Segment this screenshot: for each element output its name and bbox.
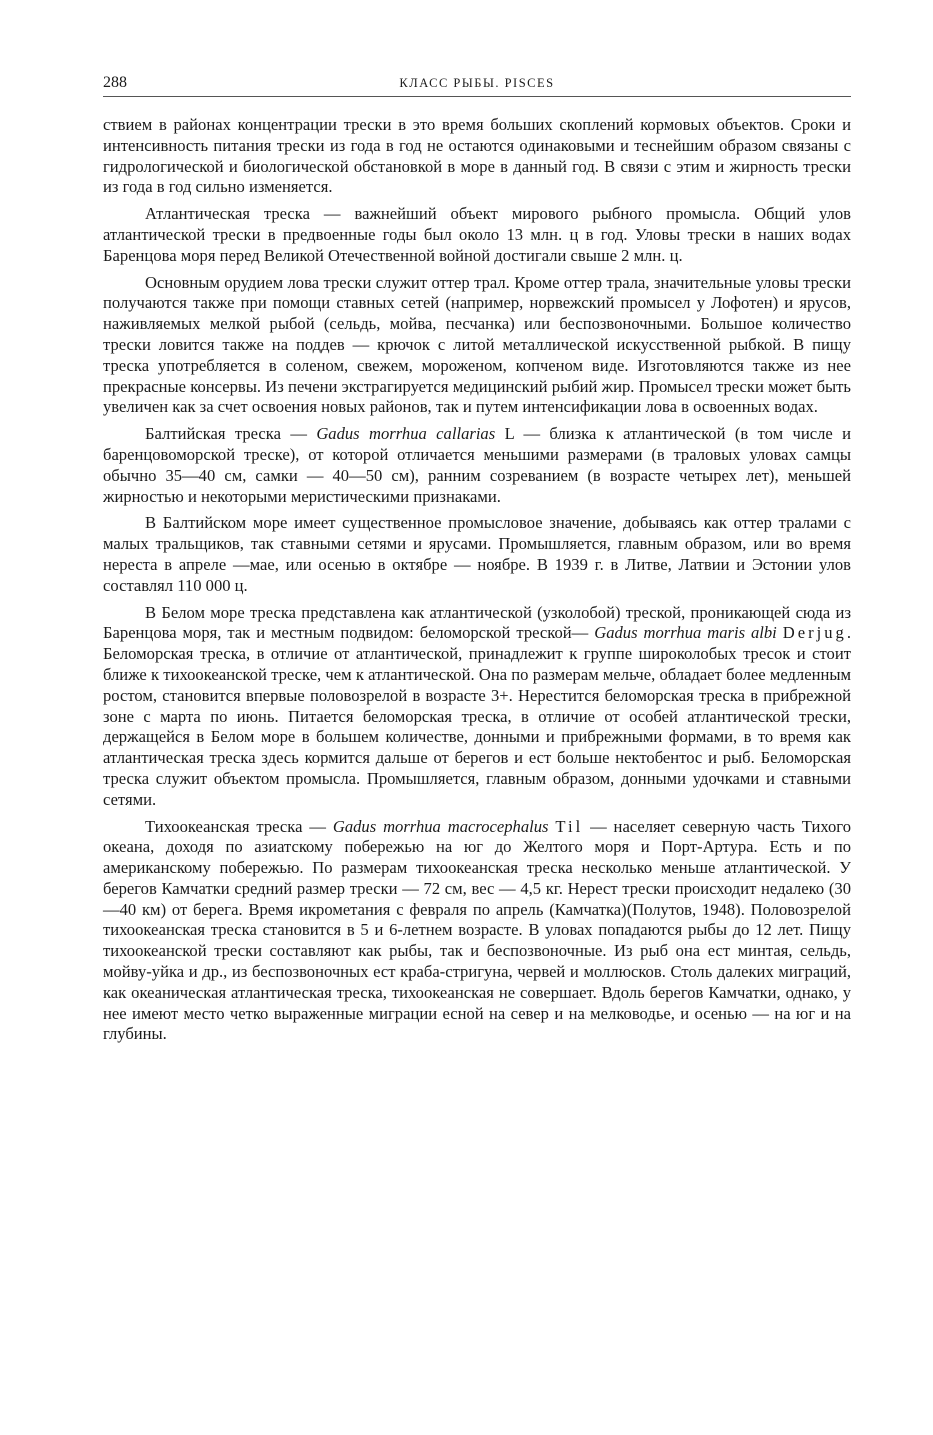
species-name-baltic: Gadus morrhua callarias: [316, 424, 496, 444]
paragraph-white-sea-cod: [103, 603, 851, 811]
species-name-pacific: Gadus morrhua macrocephalus: [332, 816, 549, 836]
paragraph-baltic-fishery: В Балтийском море имеет существенное промысловое значение, добываясь как оттер тралами с малых тральщиков, так ставными сетями и ярусами. Промышляется, главным образом, или во время нереста в апреле —мае, или осенью в октябре — ноябре. В 1939 г. в Литве, Латвии и Эстонии улов составлял 110 000 ц.: [103, 513, 851, 595]
page-number: 288: [103, 74, 127, 91]
paragraph-pacific-cod: [103, 817, 851, 1046]
author-name-til: Til: [555, 816, 584, 836]
paragraph-fishing-gear: Основным орудием лова трески служит оттер трал. Кроме оттер трала, значительные уловы трески получаются также при помощи ставных сетей (например, норвежский промысел у Лофотен) и ярусов, наживляемых мелкой рыбой (сельдь, мойва, песчанка) или беспозвоночными. Большое количество трески ловится также на поддев — крючок с литой металлической искусственной рыбкой. В пищу треска употребляется в соленом, свежем, мороженом, копченом виде. Изготовляются также из нее прекрасные консервы. Из печени экстрагируется медицинский рыбий жир. Промысел трески может быть увеличен как за счет освоения новых районов, так и путем интенсификации лова в освоенных водах.: [103, 272, 851, 417]
white-sea-text: . Беломорская треска, в отличие от атлантической, принадлежит к группе широколобых тресок и стоит ближе к тихоокеанской треске, чем к атлантической. Она по размерам мельче, обладает более медленным ростом, становится впервые половозрелой в возрасте 3+. Нерестится беломорская треска в прибрежной зоне с марта по июнь. Питается беломорская треска, в отличие от особей атлантической трески, держащейся в Белом море в большем количестве, донными и прибрежными формами, в то время как атлантическая треска здесь кормится дальше от берегов и ест больше нектобентос и рыб. Беломорская треска служит объектом промысла. Промышляется, главным образом, донными удочками и ставными сетями.: [103, 623, 851, 809]
paragraph-atlantic-cod: Атлантическая треска — важнейший объект мирового рыбного промысла. Общий улов атлантической трески в предвоенные годы был около 13 млн. ц в год. Уловы трески в наших водах Баренцова моря перед Великой Отечественной войной достигали свыше 2 млн. ц.: [103, 204, 851, 265]
body-text: [103, 115, 851, 1051]
white-sea-intro: В Белом море треска представлена как атлантической (узколобой) треской, проникающей сюда из Баренцова моря, так и местным подвидом: беломорской треской—: [103, 602, 851, 643]
pacific-intro: Тихоокеанская треска —: [145, 816, 333, 836]
paragraph-baltic-cod: [103, 424, 851, 507]
running-title: КЛАСС РЫБЫ. PISCES: [399, 76, 555, 90]
baltic-intro: Балтийская треска —: [145, 424, 317, 444]
pacific-text: — населяет северную часть Тихого океана, доходя по азиатскому побережью на юг до Желтого моря и Порт-Артура. Есть и по американскому побережью. По размерам тихоокеанская треска несколько меньше атлантической. У берегов Камчатки средний размер трески — 72 см, вес — 4,5 кг. Нерест трески происходит недалеко (30—40 км) от берега. Время икрометания с февраля по апрель (Камчатка)(Полутов, 1948). Половозрелой тихоокеанская треска становится в 5 и 6-летнем возрасте. В уловах попадаются рыбы до 12 лет. Пищу тихоокеанской трески составляют как рыбы, так и беспозвоночные. Из рыб она ест минтая, сельдь, мойву-уйка и др., из беспозвоночных ест краба-стригуна, червей и моллюсков. Столь далеких миграций, как океаническая атлантическая треска, тихоокеанская не совершает. Вдоль берегов Камчатки, однако, у нее имеют место четко выраженные миграции есной на север и на мелководье, и осенью — на юг и на глубины.: [103, 816, 851, 1044]
author-name-derjug: Derjug: [782, 623, 847, 643]
species-name-white-sea: Gadus morrhua maris albi: [594, 623, 777, 643]
page-header: [103, 70, 851, 97]
paragraph-continuation: ствием в районах концентрации трески в это время больших скоплений кормовых объектов. Сроки и интенсивность питания трески из года в год не остаются одинаковыми и теснейшим образом связаны с гидрологической и биологической обстановкой в море в данный год. В связи с этим и жирность трески из года в год сильно изменяется.: [103, 115, 851, 197]
baltic-text: L — близка к атлантической (в том числе и баренцовоморской треске), от которой отличается меньшими размерами (в траловых уловах самцы обычно 35—40 см, самки — 40—50 см), ранним созреванием (в возрасте четырех лет), меньшей жирностью и некоторыми меристическими признаками.: [103, 424, 851, 506]
